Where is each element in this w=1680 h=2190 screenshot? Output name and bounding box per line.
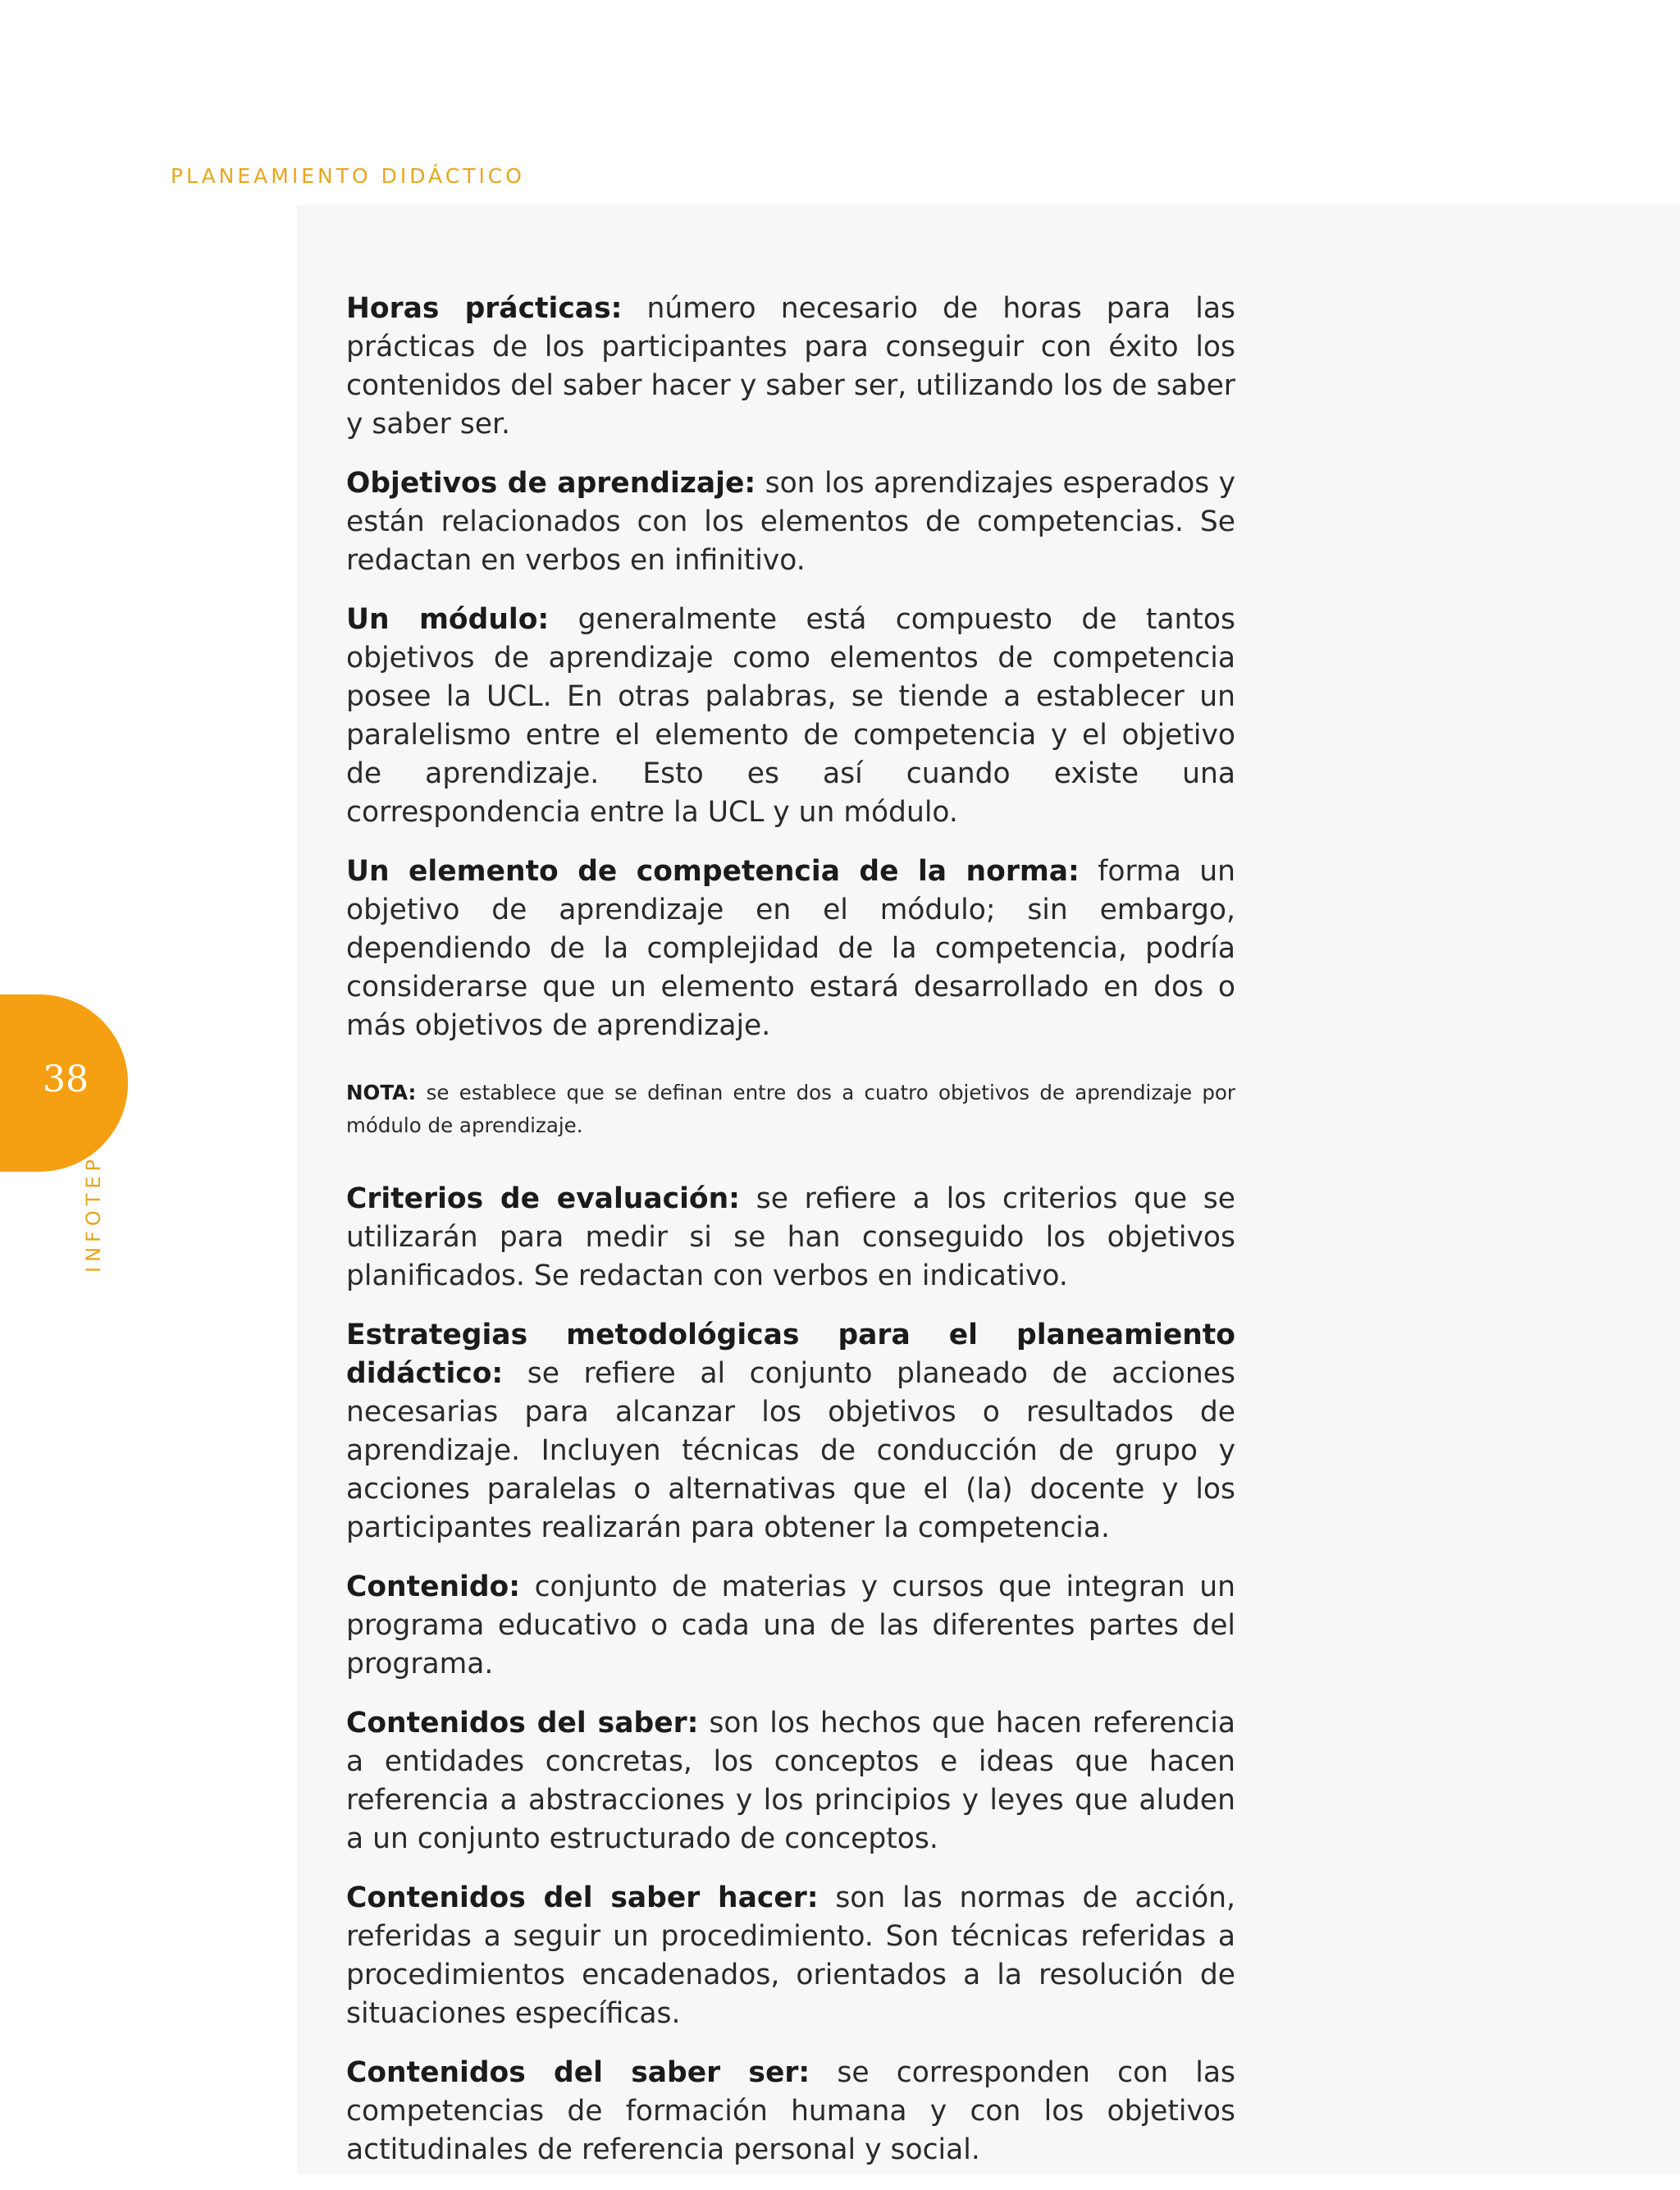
entry-term: Horas prácticas: bbox=[346, 292, 623, 325]
entry-text: conjunto de materias y cursos que integran un programa educativo o cada una de las diferentes partes del programa. bbox=[346, 1570, 1235, 1680]
glossary-entry bbox=[346, 1704, 1235, 1859]
note-term: NOTA: bbox=[346, 1081, 417, 1104]
glossary-entry bbox=[346, 2054, 1235, 2169]
entry-term: Un módulo: bbox=[346, 603, 550, 636]
glossary-entry bbox=[346, 1316, 1235, 1548]
glossary-entry bbox=[346, 1568, 1235, 1684]
entry-term: Contenidos del saber: bbox=[346, 1707, 699, 1740]
glossary-entry bbox=[346, 1879, 1235, 2033]
glossary-entry bbox=[346, 853, 1235, 1045]
glossary-entry bbox=[346, 290, 1235, 444]
glossary-entry bbox=[346, 464, 1235, 580]
note-paragraph bbox=[346, 1077, 1235, 1142]
side-label: INFOTEP bbox=[82, 1154, 105, 1273]
entry-text: número necesario de horas para las prácticas de los participantes para conseguir con éxito los contenidos del saber hacer y saber ser, utilizando los de saber y saber ser. bbox=[346, 292, 1235, 441]
entry-text: forma un objetivo de aprendizaje en el módulo; sin embargo, dependiendo de la complejidad de la competencia, podría considerarse que un elemento estará desarrollado en dos o más objetivos de aprendizaje. bbox=[346, 855, 1235, 1042]
entry-term: Contenido: bbox=[346, 1570, 521, 1603]
glossary-entry bbox=[346, 1180, 1235, 1296]
entry-text: son las normas de acción, referidas a seguir un procedimiento. Son técnicas referidas a procedimientos encadenados, orientados a la resolución de situaciones específicas. bbox=[346, 1881, 1236, 2030]
entry-text: son los hechos que hacen referencia a entidades concretas, los conceptos e ideas que hacen referencia a abstracciones y los principios y leyes que aluden a un conjunto estructurado de conceptos. bbox=[346, 1707, 1235, 1855]
entry-term: Objetivos de aprendizaje: bbox=[346, 467, 756, 500]
entry-term: Un elemento de competencia de la norma: bbox=[346, 855, 1080, 888]
entry-text: generalmente está compuesto de tantos objetivos de aprendizaje como elementos de competencia posee la UCL. En otras palabras, se tiende a establecer un paralelismo entre el elemento de competencia y el objetivo de aprendizaje. Esto es así cuando existe una correspondencia entre la UCL y un módulo. bbox=[346, 603, 1235, 829]
entry-text: se refiere a los criterios que se utilizarán para medir si se han conseguido los objetivos planificados. Se redactan con verbos en indicativo. bbox=[346, 1182, 1235, 1292]
running-head: PLANEAMIENTO DIDÁCTICO bbox=[171, 164, 525, 188]
entry-text: se corresponden con las competencias de formación humana y con los objetivos actitudinales de referencia personal y social. bbox=[346, 2056, 1235, 2166]
entry-text: se refiere al conjunto planeado de acciones necesarias para alcanzar los objetivos o resultados de aprendizaje. Incluyen técnicas de conducción de grupo y acciones paralelas o alternativas que el (la) docente y los participantes realizarán para obtener la competencia. bbox=[346, 1357, 1235, 1544]
entry-term: Criterios de evaluación: bbox=[346, 1182, 740, 1215]
page-number: 38 bbox=[43, 1058, 89, 1100]
entry-term: Contenidos del saber ser: bbox=[346, 2056, 810, 2089]
entry-text: son los aprendizajes esperados y están relacionados con los elementos de competencias. Se redactan en verbos en infinitivo. bbox=[346, 467, 1236, 577]
entry-term: Contenidos del saber hacer: bbox=[346, 1881, 819, 1914]
entry-term: Estrategias metodológicas para el planeamiento didáctico: bbox=[346, 1319, 1235, 1390]
note-text: se establece que se definan entre dos a cuatro objetivos de aprendizaje por módulo de aprendizaje. bbox=[346, 1081, 1235, 1137]
glossary-body bbox=[346, 290, 1235, 2190]
glossary-entry bbox=[346, 601, 1235, 832]
